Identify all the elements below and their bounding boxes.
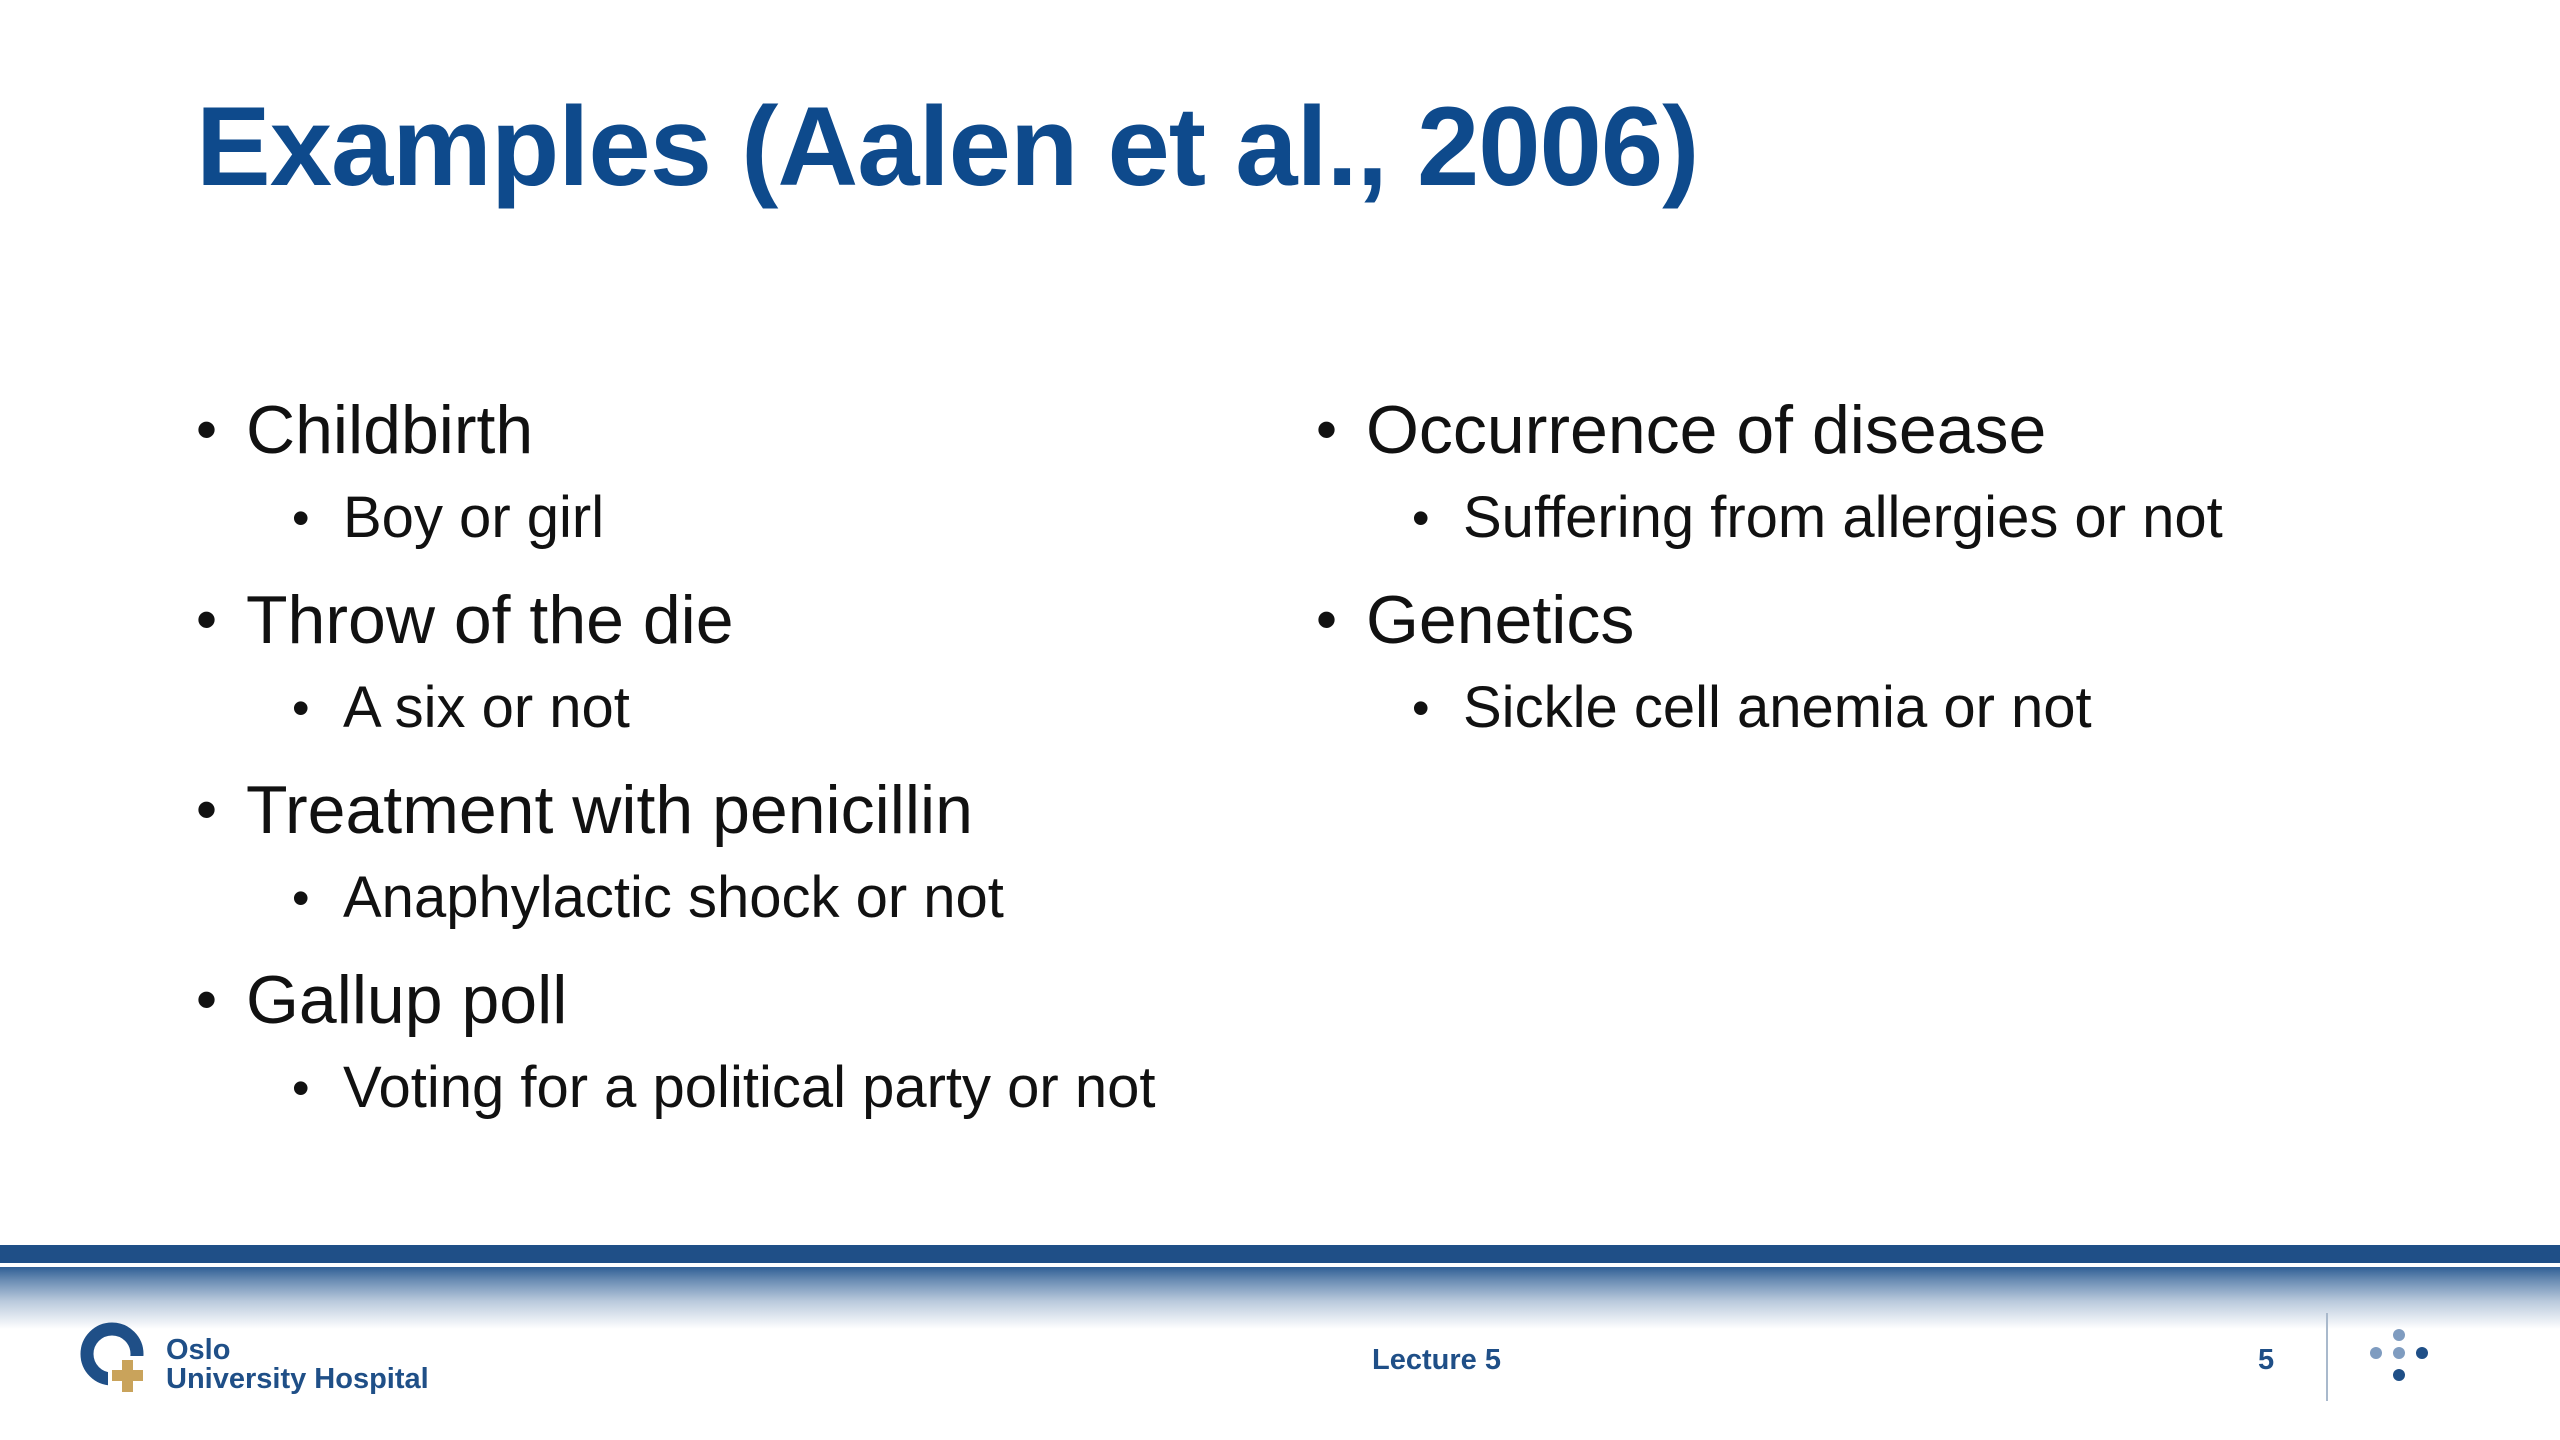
left-column [196, 385, 1155, 1145]
sub-bullet-sickle-cell: • Sickle cell anemia or not [1316, 665, 2223, 751]
oslo-university-hospital-logo-icon [78, 1318, 154, 1394]
bullet-genetics: • Genetics [1316, 575, 2223, 665]
dots-cluster-icon [2368, 1327, 2430, 1389]
page-number: 5 [2258, 1344, 2275, 1376]
bullet-occurrence-of-disease: • Occurrence of disease [1316, 385, 2223, 475]
footer-bar [0, 1245, 2560, 1329]
logo-text-line1: Oslo [166, 1334, 231, 1366]
sub-bullet-allergies: • Suffering from allergies or not [1316, 475, 2223, 561]
bullet-treatment-with-penicillin: • Treatment with penicillin [196, 765, 1155, 855]
footer-divider [2326, 1313, 2328, 1401]
bullet-childbirth: • Childbirth [196, 385, 1155, 475]
sub-bullet-a-six-or-not: • A six or not [196, 665, 1155, 751]
bullet-gallup-poll: • Gallup poll [196, 955, 1155, 1045]
sub-bullet-voting: • Voting for a political party or not [196, 1045, 1155, 1131]
sub-bullet-boy-or-girl: • Boy or girl [196, 475, 1155, 561]
logo-text [166, 1336, 429, 1394]
sub-bullet-anaphylactic-shock: • Anaphylactic shock or not [196, 855, 1155, 941]
logo-text-line2: University Hospital [166, 1363, 429, 1395]
footer-lecture-label: Lecture 5 [1372, 1344, 1501, 1376]
bullet-throw-of-the-die: • Throw of the die [196, 575, 1155, 665]
slide-title: Examples (Aalen et al., 2006) [196, 84, 1699, 209]
right-column [1316, 385, 2223, 765]
